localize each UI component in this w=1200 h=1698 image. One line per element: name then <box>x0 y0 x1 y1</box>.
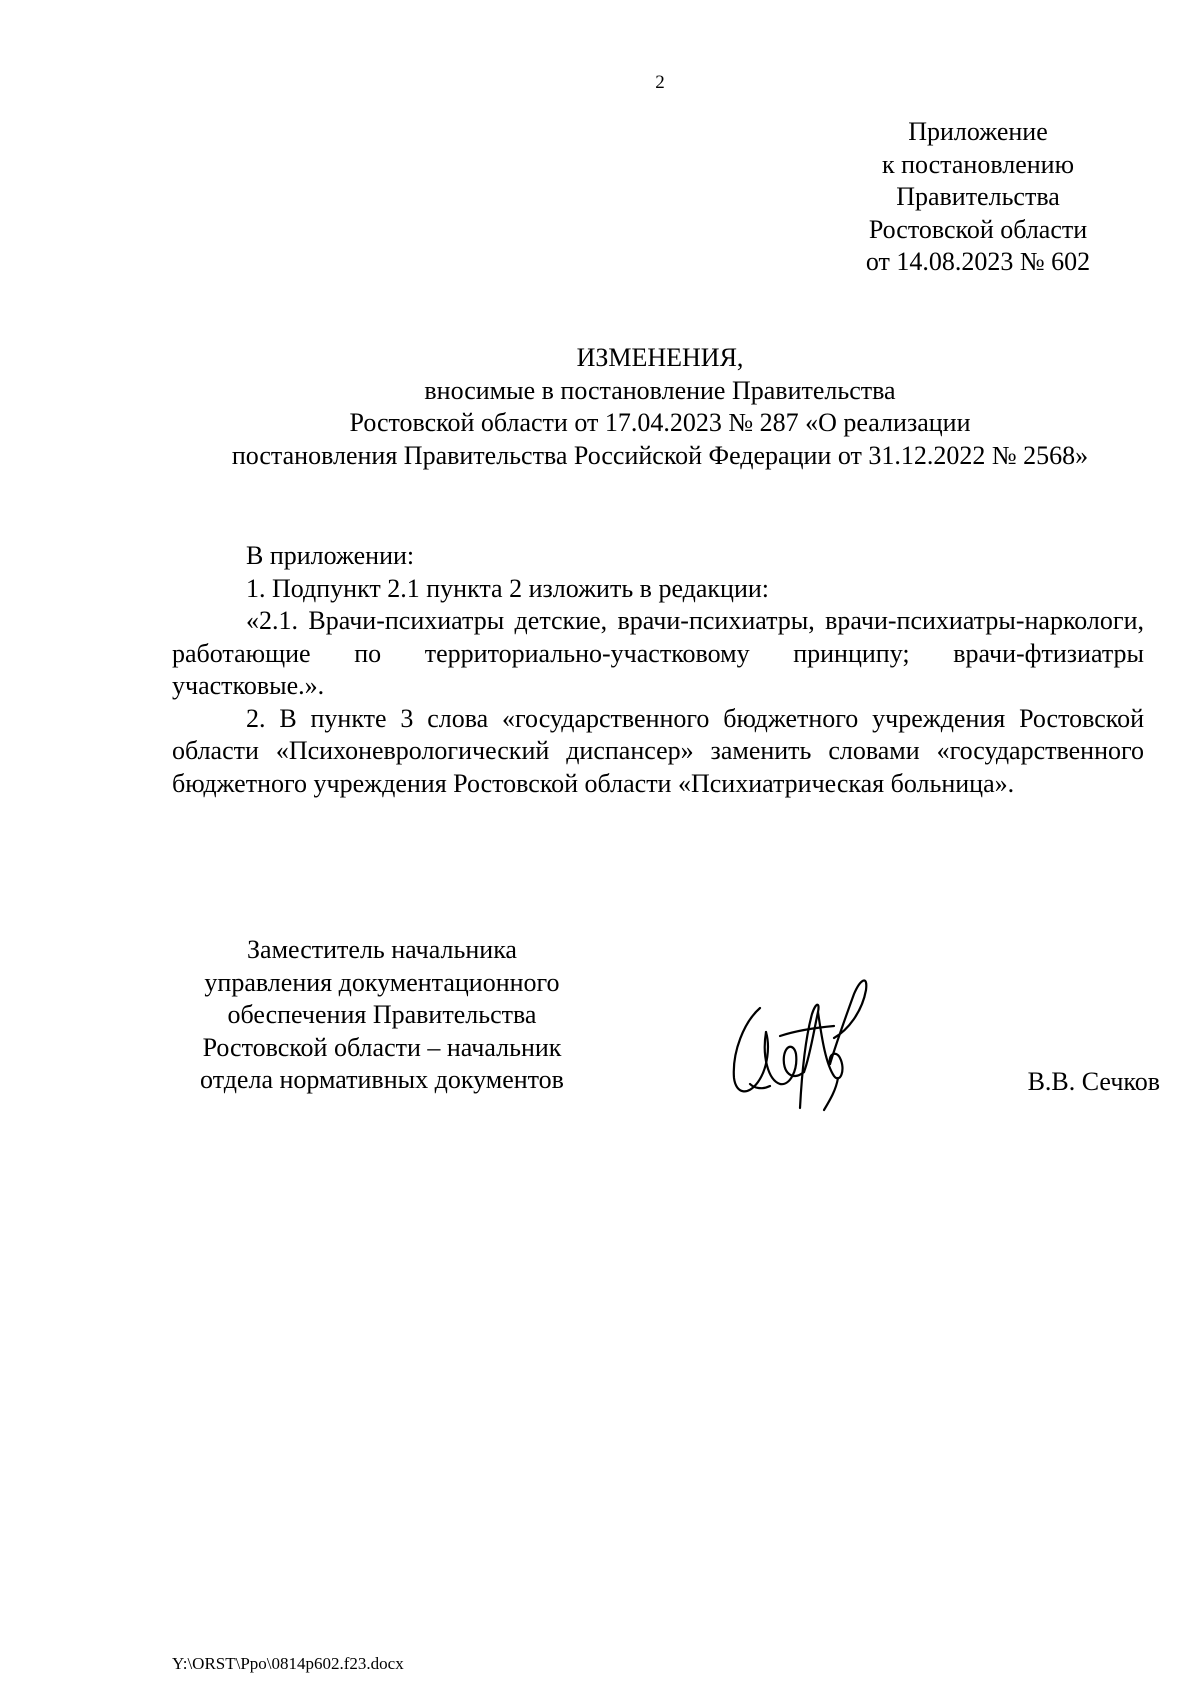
heading-title: ИЗМЕНЕНИЯ, <box>576 343 744 372</box>
page-number: 2 <box>655 72 665 93</box>
signer-position-line: отдела нормативных документов <box>200 1065 564 1094</box>
body-item-2: 2. В пункте 3 слова «государственного бюджетного учреждения Ростовской области «Психоневрологический диспансер» заменить словами «государственного бюджетного учреждения Ростовской области «Психиатрическая больница». <box>172 703 1144 798</box>
signer-position-line: Ростовской области – начальник <box>202 1032 562 1062</box>
appendix-line: от 14.08.2023 № 602 <box>865 247 1091 276</box>
appendix-line: к постановлению <box>881 149 1075 179</box>
signer-name: В.В. Сечков <box>1027 1067 1160 1096</box>
signer-position <box>172 934 592 1097</box>
heading-line: постановления Правительства Российской Федерации от 31.12.2022 № 2568» <box>231 440 1089 470</box>
heading-line: Ростовской области от 17.04.2023 № 287 «О реализации <box>349 408 971 437</box>
appendix-line: Правительства <box>896 182 1060 211</box>
handwritten-signature <box>722 960 872 1120</box>
body-intro: В приложении: <box>246 541 415 570</box>
appendix-line: Приложение <box>908 117 1048 146</box>
file-path: Y:\ORST\Ppo\0814p602.f23.docx <box>172 1654 404 1673</box>
signer-position-line: обеспечения Правительства <box>227 1000 537 1029</box>
appendix-line: Ростовской области <box>868 214 1088 244</box>
body-item-1-quote: «2.1. Врачи-психиатры детские, врачи-психиатры, врачи-психиатры-наркологи, работающие по территориально-участковому принципу; врачи-фтизиатры участковые.». <box>172 606 1144 700</box>
document-heading <box>180 342 1140 472</box>
body-item-1: 1. Подпункт 2.1 пункта 2 изложить в редакции: <box>246 573 770 603</box>
signer-position-line: Заместитель начальника <box>247 935 517 964</box>
signer-position-line: управления документационного <box>204 967 560 997</box>
document-body <box>172 540 1144 800</box>
appendix-header <box>840 116 1116 279</box>
heading-line: вносимые в постановление Правительства <box>424 375 896 405</box>
